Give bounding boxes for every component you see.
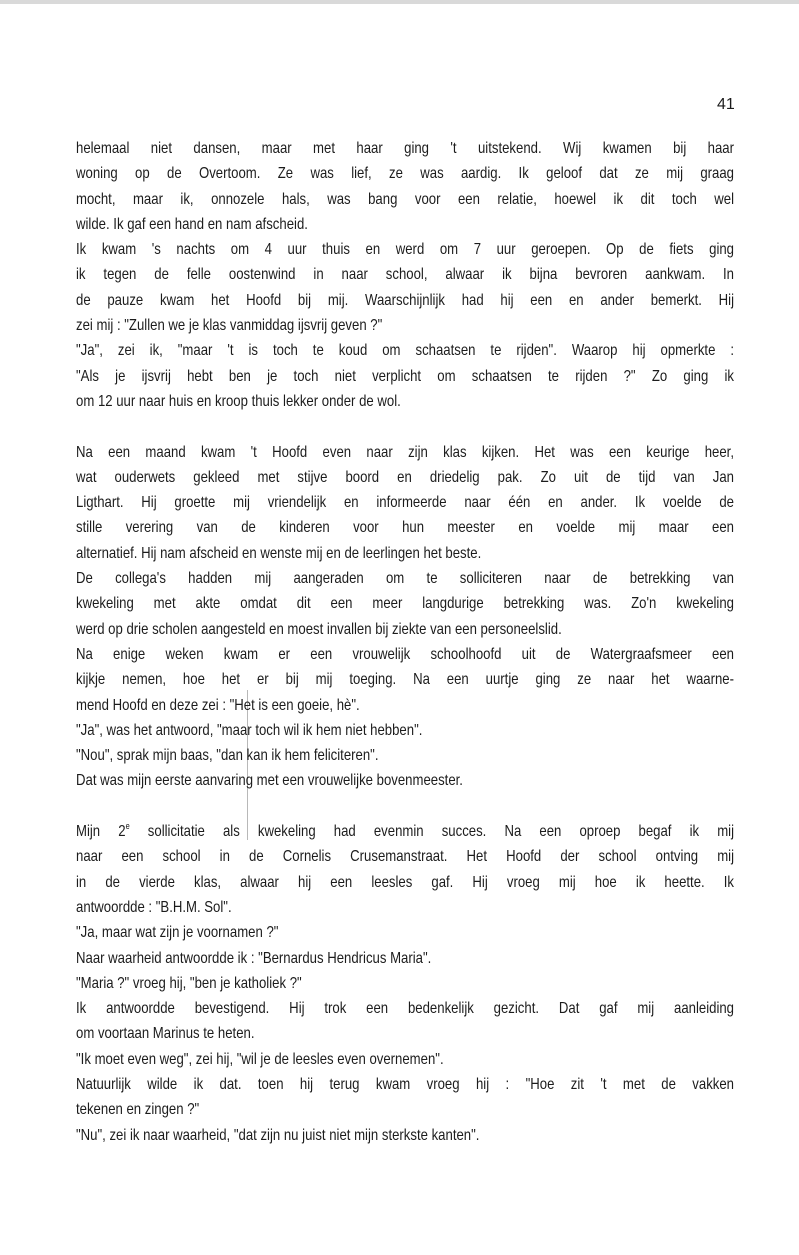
text-line: zei mij : "Zullen we je klas vanmiddag ijsvrij geven ?" [76,317,383,335]
text-line: antwoordde : "B.H.M. Sol". [76,898,232,916]
text-line: in de vierde klas, alwaar hij een leesles gaf. Hij vroeg mij hoe ik heette. Ik [76,873,734,891]
paragraph [76,743,734,768]
text-line: mend Hoofd en deze zei : "Het is een goeie, hè". [76,696,360,714]
paragraph [76,996,734,1047]
text-line: kwekeling met akte omdat dit een meer langdurige betrekking was. Zo'n kwekeling [76,595,734,613]
text-line: "Ja", zei ik, "maar 't is toch te koud om schaatsen te rijden". Waarop hij opmerkte : [76,342,734,360]
text-line: tekenen en zingen ?" [76,1101,200,1119]
text-line: "Ik moet even weg", zei hij, "wil je de leesles even overnemen". [76,1050,444,1068]
paragraph [76,136,734,237]
text-line: naar een school in de Cornelis Crusemanstraat. Het Hoofd der school ontving mij [76,848,734,866]
line-segment-pre: Mijn 2 [76,823,126,841]
text-line: ik tegen de felle oostenwind in naar school, alwaar ik bijna bevroren aankwam. In [76,266,734,284]
text-line: woning op de Overtoom. Ze was lief, ze was aardig. Ik geloof dat ze mij graag [76,165,734,183]
paragraph [76,440,734,566]
text-line: om voortaan Marinus te heten. [76,1025,255,1043]
text-section [76,819,734,1148]
paragraph [76,971,734,996]
text-line: Natuurlijk wilde ik dat. toen hij terug kwam vroeg hij : "Hoe zit 't met de vakken [76,1075,734,1093]
text-line: wat ouderwets gekleed met stijve boord en driedelig pak. Zo uit de tijd van Jan [76,468,734,486]
text-line: kijkje nemen, hoe het er bij mij toeging. Na een uurtje ging ze naar het waarne- [76,671,734,689]
text-line: de pauze kwam het Hoofd bij mij. Waarschijnlijk had hij een en ander bemerkt. Hij [76,291,734,309]
text-line: Dat was mijn eerste aanvaring met een vrouwelijke bovenmeester. [76,772,463,790]
paragraph [76,642,734,718]
text-line: "Ja", was het antwoord, "maar toch wil ik hem niet hebben". [76,721,423,739]
text-line: Ligthart. Hij groette mij vriendelijk en informeerde naar één en ander. Ik voelde de [76,494,734,512]
text-line: "Nou", sprak mijn baas, "dan kan ik hem feliciteren". [76,747,379,765]
text-line: Na enige weken kwam er een vrouwelijk schoolhoofd uit de Watergraafsmeer een [76,645,734,663]
line-segment-sup: e [125,821,130,832]
text-line: wilde. Ik gaf een hand en nam afscheid. [76,215,308,233]
text-line [76,819,734,844]
text-section [76,440,734,794]
text-line: Ik antwoordde bevestigend. Hij trok een bedenkelijk gezicht. Dat gaf mij aanleiding [76,1000,734,1018]
text-line: werd op drie scholen aangesteld en moest invallen bij ziekte van een personeelslid. [76,620,562,638]
page-body [76,136,734,1173]
text-line: De collega's hadden mij aangeraden om te solliciteren naar de betrekking van [76,570,734,588]
text-line: "Ja, maar wat zijn je voornamen ?" [76,924,279,942]
text-line: mocht, maar ik, onnozele hals, was bang voor een relatie, hoewel ik dit toch wel [76,190,734,208]
text-line: "Als je ijsvrij hebt ben je toch niet verplicht om schaatsen te rijden ?" Zo ging ik [76,367,734,385]
paragraph [76,946,734,971]
paragraph [76,768,734,793]
paragraph [76,566,734,642]
line-segment-post: sollicitatie als kwekeling had evenmin succes. Na een oproep begaf ik mij [129,823,735,841]
text-line: "Nu", zei ik naar waarheid, "dat zijn nu juist niet mijn sterkste kanten". [76,1126,480,1144]
text-line: Naar waarheid antwoordde ik : "Bernardus Hendricus Maria". [76,949,432,967]
text-line: stille verering van de kinderen voor hun meester en voelde mij maar een [76,519,734,537]
paragraph [76,920,734,945]
paragraph [76,338,734,414]
paragraph [76,819,734,920]
scan-top-edge [0,0,799,4]
text-line: alternatief. Hij nam afscheid en wenste mij en de leerlingen het beste. [76,544,482,562]
paragraph [76,1072,734,1123]
paragraph [76,1123,734,1148]
page-number: 41 [717,96,735,113]
paragraph [76,718,734,743]
text-section [76,136,734,414]
text-line: helemaal niet dansen, maar met haar ging 't uitstekend. Wij kwamen bij haar [76,140,734,157]
paragraph [76,237,734,338]
text-line: Ik kwam 's nachts om 4 uur thuis en werd om 7 uur geroepen. Op de fiets ging [76,241,734,259]
text-line: "Maria ?" vroeg hij, "ben je katholiek ?" [76,974,302,992]
paragraph [76,1047,734,1072]
text-line: om 12 uur naar huis en kroop thuis lekker onder de wol. [76,392,401,410]
text-line: Na een maand kwam 't Hoofd even naar zijn klas kijken. Het was een keurige heer, [76,443,734,461]
